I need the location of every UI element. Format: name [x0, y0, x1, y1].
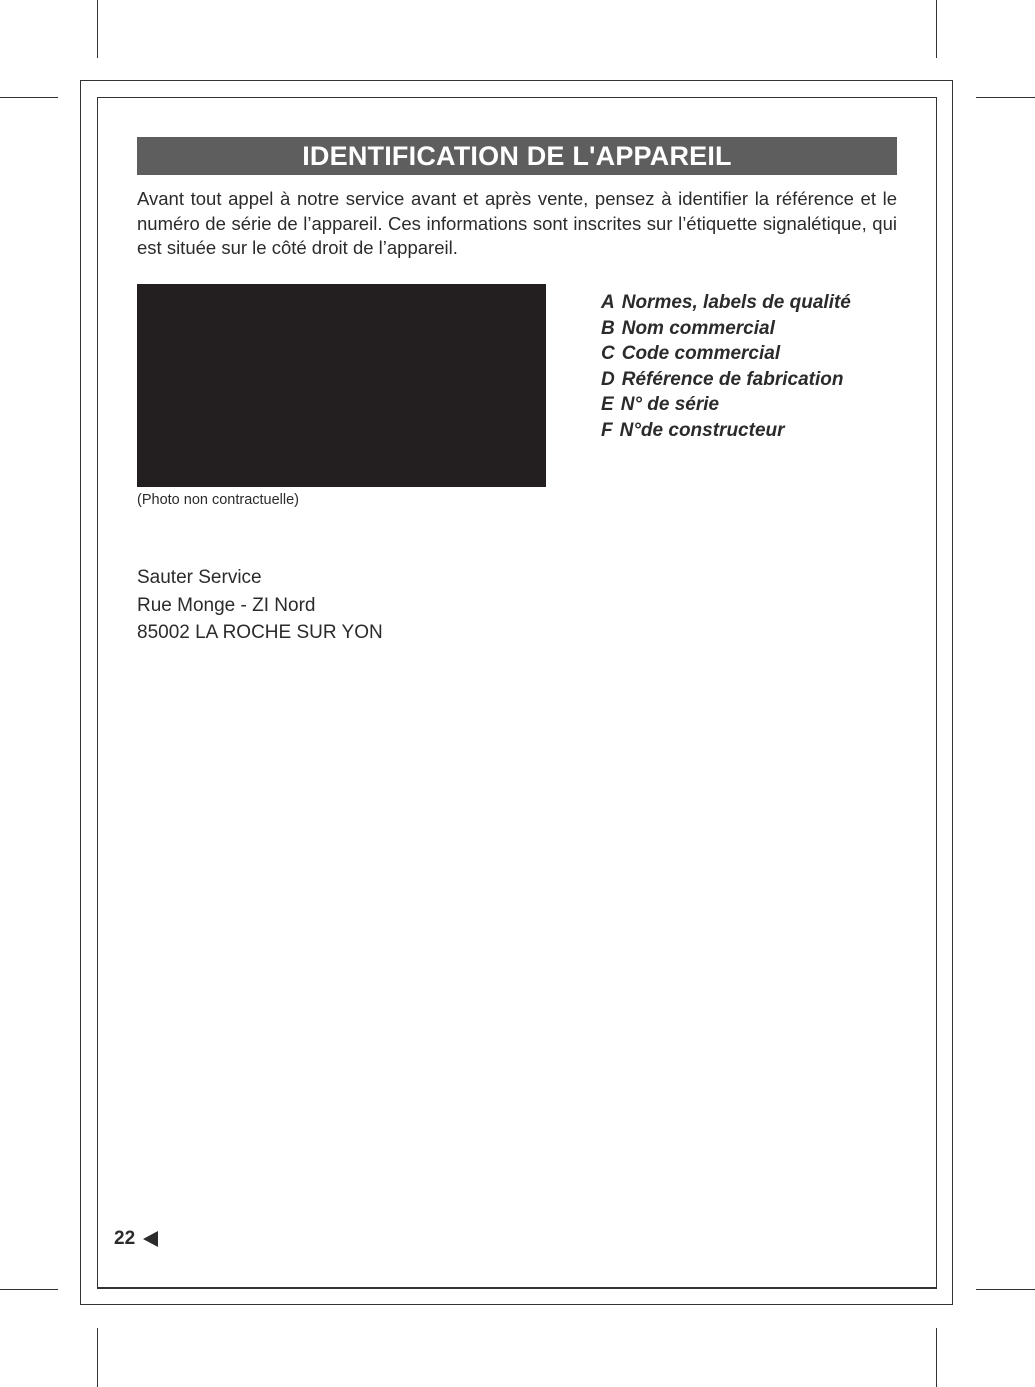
legend-letter: F: [601, 419, 613, 441]
legend-letter: B: [601, 317, 615, 339]
legend-letter: C: [601, 343, 615, 365]
label-legend: [601, 290, 851, 444]
legend-label: N°de constructeur: [619, 419, 785, 441]
legend-item: [601, 367, 851, 393]
legend-item: [601, 392, 851, 418]
legend-label: Nom commercial: [621, 317, 775, 339]
legend-item: [601, 290, 851, 316]
crop-mark: [976, 97, 1035, 98]
section-title: IDENTIFICATION DE L'APPAREIL: [137, 137, 897, 175]
crop-mark: [936, 0, 937, 58]
crop-mark: [0, 1289, 58, 1290]
intro-paragraph: Avant tout appel à notre service avant et après vente, pensez à identifier la référence et le numéro de série de l’appareil. Ces informations sont inscrites sur l’étiquette signalétique, qui est située sur le côté droit de l’appareil.: [137, 188, 897, 258]
crop-mark: [936, 1328, 937, 1387]
legend-letter: D: [601, 368, 615, 390]
photo-caption: (Photo non contractuelle): [137, 492, 300, 508]
legend-label: Code commercial: [621, 343, 781, 365]
page-number: 22: [114, 1228, 136, 1249]
legend-item: [601, 316, 851, 342]
service-address: [137, 564, 383, 647]
legend-letter: A: [601, 292, 615, 313]
triangle-left-icon: [143, 1231, 158, 1247]
crop-mark: [97, 1328, 98, 1387]
address-line: Sauter Service: [137, 567, 262, 588]
legend-item: [601, 341, 851, 367]
legend-label: N° de série: [620, 394, 720, 416]
legend-letter: E: [601, 394, 614, 416]
inner-page-frame: [97, 97, 937, 1289]
address-line: 85002 LA ROCHE SUR YON: [137, 622, 383, 643]
legend-label: Normes, labels de qualité: [621, 292, 851, 313]
appliance-label-photo: [137, 284, 546, 487]
address-line: Rue Monge - ZI Nord: [137, 594, 316, 616]
crop-mark: [97, 0, 98, 58]
legend-item: [601, 418, 851, 444]
legend-label: Référence de fabrication: [621, 368, 844, 390]
crop-mark: [976, 1289, 1035, 1290]
crop-mark: [0, 97, 58, 98]
